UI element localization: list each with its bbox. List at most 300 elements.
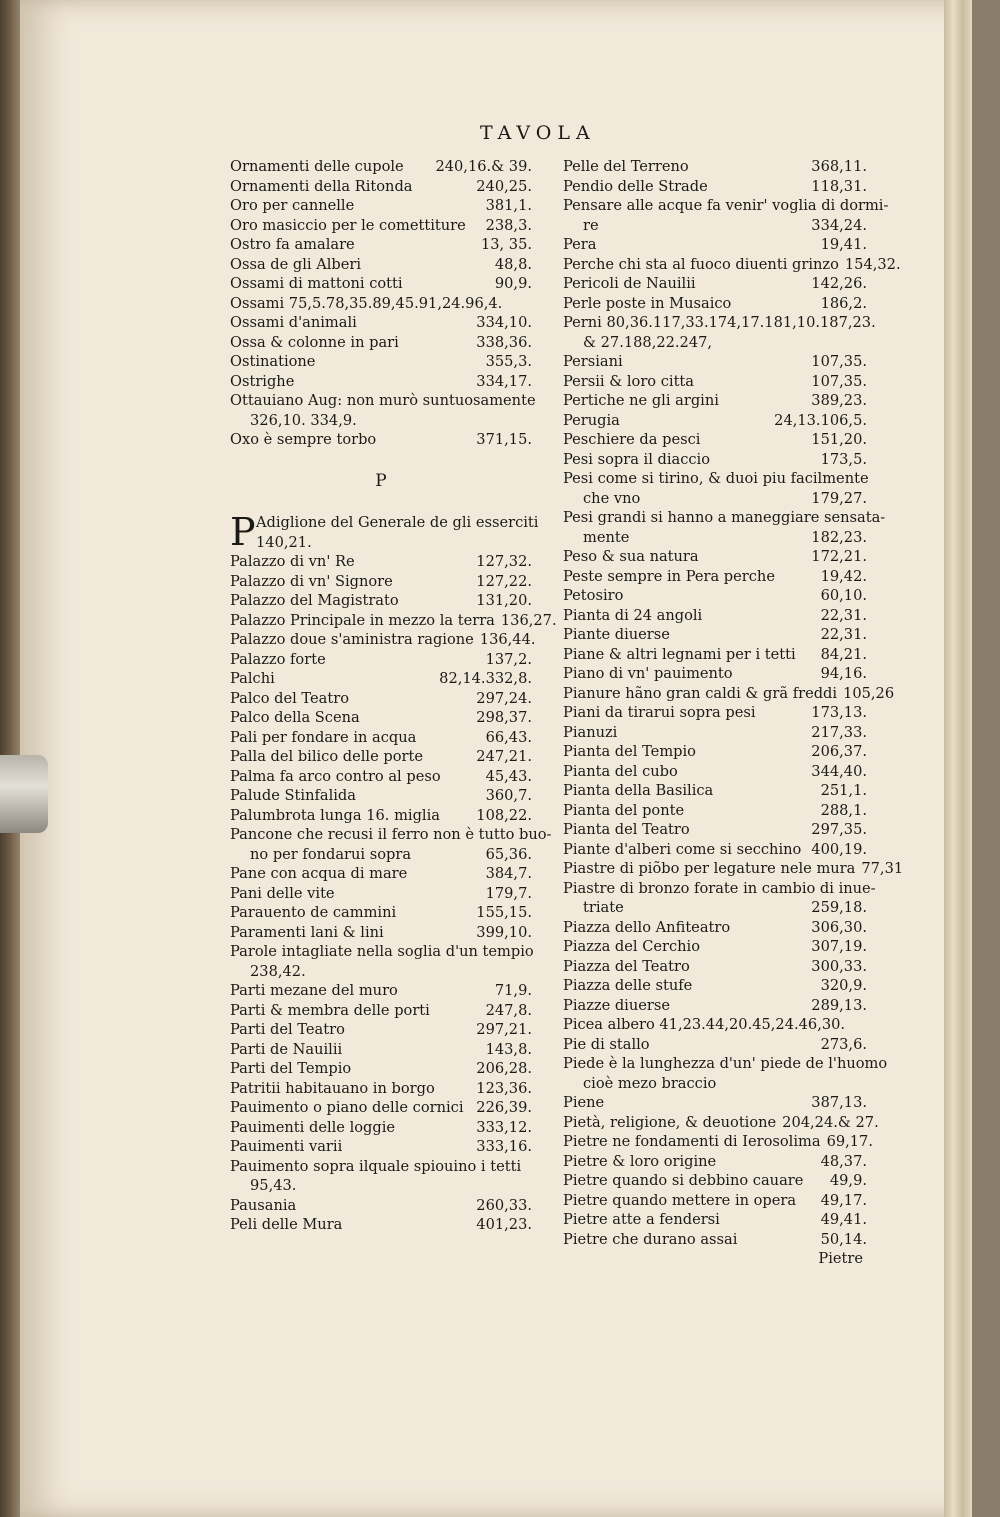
index-entry: [230, 294, 532, 314]
index-entry: [230, 767, 532, 787]
entry-reference: 288,1.: [820, 801, 867, 819]
index-entry: [230, 1157, 532, 1177]
index-entry: [563, 606, 867, 626]
entry-term: Ornamenti delle cupole: [230, 158, 404, 175]
index-entry: [230, 611, 557, 631]
index-entry: [563, 703, 867, 723]
entry-reference: 297,35.: [811, 821, 867, 838]
index-entry: [230, 1040, 532, 1060]
entry-reference: 151,20.: [811, 431, 867, 448]
index-entry: [563, 586, 867, 606]
index-entry: [230, 689, 532, 709]
entry-term: Peli delle Mura: [230, 1216, 343, 1233]
entry-term-continued: che vno: [583, 489, 641, 507]
entry-reference: 307,19.: [811, 938, 867, 955]
entry-reference: 259,18.: [811, 899, 867, 916]
index-entry: [563, 742, 867, 762]
index-entry: [563, 820, 867, 840]
entry-term: Piante diuerse: [563, 626, 670, 643]
entry-term: Pane con acqua di mare: [230, 865, 408, 882]
entry-reference: 247,21.: [476, 748, 532, 765]
entry-term: Piazze diuerse: [563, 996, 670, 1014]
entry-term: Parti mezane del muro: [230, 982, 398, 999]
index-entry: [563, 567, 867, 587]
entry-reference: 238,3.: [485, 216, 532, 234]
index-entry: [563, 645, 867, 665]
entry-reference: 71,9.: [494, 982, 532, 999]
entry-reference: 206,37.: [811, 743, 867, 760]
entry-reference: 387,13.: [811, 1094, 867, 1111]
entry-term: Parti del Teatro: [230, 1021, 345, 1038]
index-entry: [563, 1152, 867, 1172]
index-entry: [563, 274, 867, 294]
index-entry: [230, 1118, 532, 1138]
entry-reference: 22,31.: [820, 626, 867, 643]
index-entry: [230, 157, 532, 177]
entry-term: Pausania: [230, 1196, 297, 1214]
drop-capital: P: [230, 510, 256, 554]
page-edges: [944, 0, 972, 1517]
entry-reference: 108,22.: [476, 806, 532, 824]
entry-term: Ottauiano Aug: non murò suntuosamente: [230, 392, 536, 409]
entry-reference: 155,15.: [476, 904, 532, 921]
entry-term: Pericoli de Nauilii: [563, 275, 696, 292]
index-entry-continuation: [563, 528, 867, 548]
entry-reference: 179,7.: [485, 884, 532, 902]
entry-reference: 82,14.332,8.: [439, 670, 532, 687]
entry-reference: 371,15.: [476, 431, 532, 448]
index-entry: [563, 957, 867, 977]
index-entry: [230, 333, 532, 353]
index-entry: [563, 255, 901, 275]
entry-reference: 204,24.& 27.: [782, 1113, 879, 1131]
entry-reference: 127,22.: [476, 572, 532, 590]
entry-term: Piene: [563, 1094, 605, 1111]
entry-reference: 22,31.: [820, 606, 867, 624]
index-entry: [230, 1137, 532, 1157]
entry-term: Pelle del Terreno: [563, 158, 689, 175]
entry-term: Pianta di 24 angoli: [563, 606, 703, 624]
entry-term: Pendio delle Strade: [563, 177, 708, 195]
index-entry: [563, 1113, 879, 1133]
index-entry: [563, 684, 895, 704]
entry-term: Pianure hãno gran caldi & grã freddi: [563, 684, 838, 702]
entry-term: Palazzo di vn' Signore: [230, 572, 393, 590]
entry-reference: 368,11.: [811, 158, 867, 175]
entry-term: Piano di vn' pauimento: [563, 665, 733, 682]
index-column-right: [563, 157, 904, 1269]
index-entry: [563, 313, 876, 333]
index-entry: [563, 411, 867, 431]
entry-term: Piazza del Teatro: [563, 957, 690, 975]
entry-reference: 334,24.: [811, 216, 867, 234]
entry-reference: 45,43.: [485, 767, 532, 785]
entry-reference: 50,14.: [820, 1230, 867, 1248]
entry-term: Palchi: [230, 670, 275, 687]
entry-term: Ossami di mattoni cotti: [230, 275, 403, 292]
entry-reference: 136,44.: [479, 631, 536, 648]
entry-reference: 77,31: [861, 860, 904, 877]
index-entry: [230, 1098, 532, 1118]
entry-term: Pietà, religione, & deuotione: [563, 1113, 777, 1131]
entry-term: Perugia: [563, 411, 620, 429]
entry-reference: 333,16.: [476, 1138, 532, 1155]
index-entry: [230, 313, 532, 333]
index-entry: [563, 391, 867, 411]
entry-reference: 19,41.: [820, 236, 867, 253]
index-entry: [230, 1215, 532, 1235]
index-entry: [563, 859, 904, 879]
entry-term: Paramenti lani & lini: [230, 923, 384, 941]
entry-term: Ostinatione: [230, 353, 316, 370]
entry-term: Palude Stinfalida: [230, 787, 356, 804]
entry-reference: 127,32.: [476, 553, 532, 570]
entry-reference: 338,36.: [476, 333, 532, 351]
entry-term: Palumbrota lunga 16. miglia: [230, 806, 440, 824]
index-entry: [230, 391, 536, 411]
entry-term: Oro per cannelle: [230, 197, 355, 214]
entry-reference: 131,20.: [476, 592, 532, 609]
entry-term: Pauimento sopra ilquale spiouino i tetti: [230, 1157, 522, 1175]
entry-term: Piani da tirarui sopra pesi: [563, 704, 756, 721]
entry-reference: 186,2.: [820, 294, 867, 312]
index-entry: [230, 669, 532, 689]
entry-reference: 118,31.: [811, 177, 867, 195]
index-entry: [230, 806, 532, 826]
index-entry: [563, 1230, 867, 1250]
index-entry: [230, 235, 532, 255]
section-letter: P: [375, 470, 387, 491]
entry-term: Ornamenti della Ritonda: [230, 177, 413, 195]
entry-term: Piede è la lunghezza d'un' piede de l'huomo: [563, 1055, 888, 1072]
entry-reference: 66,43.: [485, 728, 532, 746]
entry-term: Pietre ne fondamenti di Ierosolima: [563, 1133, 821, 1150]
entry-term: Ostrighe: [230, 372, 295, 390]
index-entry: [230, 255, 532, 275]
entry-reference: 298,37.: [476, 709, 532, 726]
entry-term: Pianta del Tempio: [563, 743, 696, 760]
entry-term: Pianta del ponte: [563, 801, 685, 819]
entry-reference: 381,1.: [485, 197, 532, 214]
entry-reference: 69,17.: [826, 1133, 873, 1150]
entry-term: Pertiche ne gli argini: [563, 392, 719, 409]
index-entry: [563, 879, 876, 899]
index-entry-continuation: 326,10. 334,9.: [250, 411, 357, 429]
entry-reference: 206,28.: [476, 1060, 532, 1077]
entry-reference: 136,27.: [500, 611, 557, 629]
entry-reference: 49,41.: [820, 1211, 867, 1228]
entry-term: Palazzo del Magistrato: [230, 592, 399, 609]
index-entry-continuation: 95,43.: [250, 1177, 297, 1194]
index-entry-continuation: [563, 898, 867, 918]
page-clip: [0, 755, 48, 833]
entry-term: Pianta del cubo: [563, 762, 678, 780]
entry-reference: 217,33.: [811, 723, 867, 741]
entry-reference: 179,27.: [811, 489, 867, 507]
index-entry: [563, 918, 867, 938]
entry-reference: 137,2.: [485, 650, 532, 668]
index-entry: [230, 572, 532, 592]
index-entry: [230, 1001, 532, 1021]
index-entry: [230, 177, 532, 197]
index-entry: [230, 825, 552, 845]
index-entry: [230, 1059, 532, 1079]
entry-term: Pani delle vite: [230, 884, 335, 902]
running-header: TAVOLA: [480, 122, 596, 144]
entry-term: Palla del bilico delle porte: [230, 748, 423, 765]
entry-reference: 260,33.: [476, 1196, 532, 1214]
entry-reference: 334,17.: [476, 372, 532, 390]
entry-reference: 273,6.: [820, 1035, 867, 1053]
index-entry: [230, 650, 532, 670]
index-entry: [230, 372, 532, 392]
entry-term: Peschiere da pesci: [563, 431, 701, 448]
entry-reference: 84,21.: [820, 645, 867, 663]
entry-reference: 344,40.: [811, 762, 867, 780]
index-entry: [230, 274, 532, 294]
entry-reference: 355,3.: [485, 353, 532, 370]
entry-reference: 384,7.: [485, 865, 532, 882]
index-entry-continuation: [563, 216, 867, 236]
entry-term: Perle poste in Musaico: [563, 294, 732, 312]
index-entry: [230, 1196, 532, 1216]
entry-term: Patritii habitauano in borgo: [230, 1079, 435, 1097]
index-entry: [230, 430, 532, 450]
entry-reference: 107,35.: [811, 372, 867, 390]
entry-reference: 48,37.: [820, 1152, 867, 1170]
entry-reference: 143,8.: [485, 1040, 532, 1058]
entry-term: Pie di stallo: [563, 1035, 650, 1053]
entry-reference: 107,35.: [811, 353, 867, 370]
entry-reference: 49,17.: [820, 1191, 867, 1209]
index-entry: [563, 1093, 867, 1113]
index-entry-continuation: 238,42.: [250, 962, 306, 980]
entry-term: Pianta del Teatro: [563, 821, 690, 838]
entry-reference: 297,24.: [476, 689, 532, 707]
entry-term: Piante d'alberi come si secchino: [563, 840, 802, 858]
entry-term: Picea albero 41,23.44,20.45,24.46,30.: [563, 1016, 846, 1033]
entry-term: Ostro fa amalare: [230, 236, 355, 253]
index-entry: [563, 664, 867, 684]
index-entry: [563, 937, 867, 957]
entry-term: Parti del Tempio: [230, 1060, 352, 1077]
entry-reference: 49,9.: [829, 1172, 867, 1189]
entry-term: Pianta della Basilica: [563, 782, 714, 799]
index-entry: [230, 942, 532, 962]
entry-reference: 333,12.: [476, 1118, 532, 1136]
entry-reference: 173,5.: [820, 450, 867, 468]
entry-reference: 173,13.: [811, 704, 867, 721]
entry-term-continued: triate: [583, 899, 624, 916]
entry-reference: 334,10.: [476, 314, 532, 331]
index-entry: [563, 157, 867, 177]
index-entry: [230, 196, 532, 216]
index-entry-continuation: [563, 489, 867, 509]
entry-term: Pauimenti varii: [230, 1138, 343, 1155]
entry-term: Parti & membra delle porti: [230, 1001, 430, 1019]
index-entry: [563, 801, 867, 821]
entry-reference: 48,8.: [494, 255, 532, 273]
entry-reference: 142,26.: [811, 275, 867, 292]
entry-term: Pali per fondare in acqua: [230, 728, 417, 746]
index-entry: [230, 552, 532, 572]
index-entry: [563, 177, 867, 197]
entry-term: Palazzo di vn' Re: [230, 553, 355, 570]
index-entry-continuation: cioè mezo braccio: [583, 1074, 717, 1092]
entry-reference: 401,23.: [476, 1216, 532, 1233]
index-entry: [563, 996, 867, 1016]
entry-term: Pauimenti delle loggie: [230, 1118, 396, 1136]
entry-term: Parole intagliate nella soglia d'un tempio: [230, 943, 534, 960]
index-entry: [230, 708, 532, 728]
entry-term: Pietre che durano assai: [563, 1230, 738, 1248]
entry-reference: 65,36.: [485, 845, 532, 863]
entry-term: Piastre di piõbo per legature nele mura: [563, 860, 856, 877]
entry-term: Pensare alle acque fa venir' voglia di dormi-: [563, 197, 889, 214]
entry-reference: 226,39.: [476, 1099, 532, 1116]
entry-reference: 399,10.: [476, 923, 532, 941]
index-entry: [563, 294, 867, 314]
entry-term: Perche chi sta al fuoco diuenti grinzo: [563, 255, 839, 273]
entry-term: Pesi come si tirino, & duoi piu facilmente: [563, 470, 869, 487]
entry-term: Pietre & loro origine: [563, 1152, 717, 1170]
entry-reference: 90,9.: [494, 275, 532, 292]
index-entry: [563, 1035, 867, 1055]
entry-term: Ossa & colonne in pari: [230, 333, 399, 351]
entry-reference: 247,8.: [485, 1001, 532, 1019]
entry-term: Pietre quando mettere in opera: [563, 1191, 797, 1209]
index-entry: [563, 1015, 867, 1035]
entry-term: Pesi sopra il diaccio: [563, 450, 711, 468]
index-entry: [563, 976, 867, 996]
entry-term: Ossa de gli Alberi: [230, 255, 362, 273]
index-entry: [230, 1079, 532, 1099]
entry-reference: 289,13.: [811, 996, 867, 1014]
entry-reference: 306,30.: [811, 918, 867, 936]
entry-term: Oro masiccio per le comettiture: [230, 216, 466, 234]
index-entry-continuation: [230, 845, 532, 865]
index-entry: [230, 786, 532, 806]
entry-term: Parti de Nauilii: [230, 1040, 343, 1058]
entry-term: Pera: [563, 236, 597, 253]
index-entry: [563, 235, 867, 255]
entry-term: Piazza delle stufe: [563, 977, 693, 994]
entry-reference: 123,36.: [476, 1079, 532, 1097]
entry-term: Piazza dello Anfiteatro: [563, 918, 731, 936]
index-entry: [563, 1171, 867, 1191]
entry-term: Ossami 75,5.78,35.89,45.91,24.96,4.: [230, 294, 503, 312]
entry-term: Palco della Scena: [230, 709, 360, 726]
entry-reference: 320,9.: [820, 977, 867, 994]
entry-term: Palazzo forte: [230, 650, 326, 668]
entry-term: Palazzo Principale in mezzo la terra: [230, 611, 495, 629]
entry-term: Pietre atte a fendersi: [563, 1211, 720, 1228]
entry-term: Persii & loro citta: [563, 372, 694, 390]
index-entry: [563, 625, 867, 645]
index-entry: [563, 762, 867, 782]
entry-reference: 400,19.: [811, 840, 867, 858]
entry-term: Adiglione del Generale de gli esserciti: [256, 514, 539, 531]
entry-term: Petosiro: [563, 587, 624, 604]
entry-term-continued: no per fondarui sopra: [250, 845, 412, 863]
index-entry: [230, 884, 532, 904]
index-entry: [230, 591, 532, 611]
dropcap-entry: [230, 510, 539, 554]
index-entry-continuation: & 27.188,22.247,: [583, 333, 713, 351]
entry-term: Ossami d'animali: [230, 314, 357, 331]
entry-reference: 240,16.& 39.: [435, 158, 532, 175]
index-entry: [563, 469, 867, 489]
index-entry: [563, 196, 889, 216]
index-entry: [230, 352, 532, 372]
index-entry: [563, 372, 867, 392]
index-entry: [230, 1020, 532, 1040]
entry-term: Pesi grandi si hanno a maneggiare sensata-: [563, 509, 886, 526]
entry-term: Perni 80,36.117,33.174,17.181,10.187,23.: [563, 314, 876, 331]
index-entry: [563, 430, 867, 450]
index-entry: [563, 723, 867, 743]
index-entry: [230, 216, 532, 236]
entry-term: Oxo è sempre torbo: [230, 431, 377, 448]
entry-reference: 297,21.: [476, 1021, 532, 1038]
entry-reference: 182,23.: [811, 528, 867, 546]
entry-term: Piastre di bronzo forate in cambio di inue-: [563, 879, 876, 897]
entry-reference: 300,33.: [811, 957, 867, 975]
index-entry: [230, 747, 532, 767]
entry-reference: 105,26: [843, 684, 895, 702]
index-entry: [230, 728, 532, 748]
index-entry: [563, 508, 886, 528]
entry-reference: 251,1.: [820, 782, 867, 799]
entry-term-continued: re: [583, 216, 599, 234]
index-entry: [230, 864, 532, 884]
entry-term: Palazzo doue s'aministra ragione: [230, 631, 474, 648]
entry-reference: 19,42.: [820, 567, 867, 585]
index-entry: [563, 450, 867, 470]
entry-reference: 154,32.: [844, 255, 901, 273]
entry-term: Peste sempre in Pera perche: [563, 567, 775, 585]
entry-term-continued: mente: [583, 528, 630, 546]
index-entry: [230, 981, 532, 1001]
entry-term: Pauimento o piano delle cornici: [230, 1099, 464, 1116]
index-column-left: [230, 157, 557, 1235]
index-entry: [230, 630, 536, 650]
index-entry: [563, 1132, 873, 1152]
index-entry: [563, 547, 867, 567]
entry-term: Peso & sua natura: [563, 548, 699, 565]
index-entry: [563, 1191, 867, 1211]
catchword: Pietre: [818, 1250, 863, 1267]
index-entry: [230, 903, 532, 923]
index-entry: [230, 923, 532, 943]
entry-reference: 140,21.: [256, 533, 312, 551]
entry-term: Pancone che recusi il ferro non è tutto buo-: [230, 826, 552, 843]
index-entry: [563, 781, 867, 801]
entry-term: Palco del Teatro: [230, 689, 349, 707]
index-entry: [563, 840, 867, 860]
entry-term: Palma fa arco contro al peso: [230, 767, 441, 785]
entry-reference: 60,10.: [820, 587, 867, 604]
entry-reference: 24,13.106,5.: [774, 411, 867, 429]
index-entry: [563, 1054, 888, 1074]
entry-term: Pietre quando si debbino cauare: [563, 1172, 804, 1189]
entry-reference: 240,25.: [476, 177, 532, 195]
entry-term: Persiani: [563, 353, 623, 370]
entry-reference: 13, 35.: [480, 236, 532, 253]
entry-term: Piane & altri legnami per i tetti: [563, 645, 796, 663]
entry-reference: 389,23.: [811, 392, 867, 409]
entry-term: Piazza del Cerchio: [563, 938, 700, 955]
